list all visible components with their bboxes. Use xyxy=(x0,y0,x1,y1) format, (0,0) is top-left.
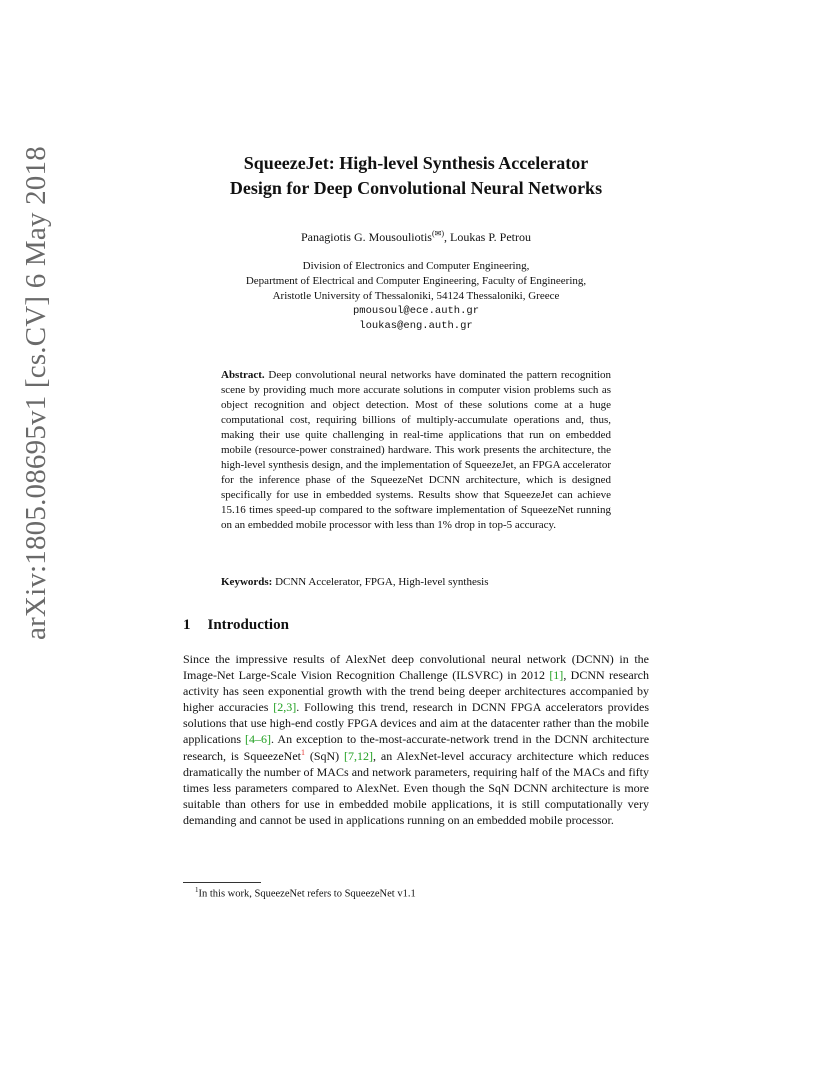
author-1: Panagiotis G. Mousouliotis xyxy=(300,230,432,244)
intro-text-4: . An exception to the-most-accurate-network trend in the DCNN architecture research, is SqueezeNet xyxy=(183,732,650,763)
corresponding-author-mark: (✉) xyxy=(431,229,445,238)
title-line-1: SqueezeJet: High-level Synthesis Accelerator xyxy=(243,153,589,173)
citation-2[interactable]: [2,3] xyxy=(273,700,297,715)
intro-text-6: , an AlexNet-level accuracy architecture which reduces dramatically the number of MACs and network parameters, requiring half of the MACs and fifty times less parameters compared to AlexNet. Even though the SqN DCNN architecture is more suitable than others for use in embedded mobile applications, it is still computationally very demanding and cannot be used in applications running on an embedded mobile processor. xyxy=(183,748,649,827)
section-title: Introduction xyxy=(207,617,289,633)
abstract-label: Abstract. xyxy=(221,369,265,381)
footnote-number: 1 xyxy=(195,886,199,894)
footnote-text: In this work, SqueezeNet refers to SqueezeNet v1.1 xyxy=(198,888,416,900)
keywords-label: Keywords: xyxy=(221,576,273,588)
abstract-text: Deep convolutional neural networks have dominated the pattern recognition scene by providing much more accurate solutions in computer vision problems such as object recognition and object detection. Most of these solutions come at a huge computational cost, requiring billions of multiply-accumulate operations and, thus, making their use quite challenging in real-time applications that run on embedded mobile (resource-power constrained) hardware. This work presents the architecture, the high-level synthesis design, and the implementation of SqueezeJet, an FPGA accelerator for the inference phase of the SqueezeNet DCNN architecture, which is designed specifically for use in embedded systems. Results show that SqueezeJet can achieve 15.16 times speed-up compared to the software implementation of SqueezeNet running on an embedded mobile processor with less than 1% drop in top-5 accuracy. xyxy=(221,369,611,531)
affiliation xyxy=(183,259,649,334)
author-2: , Loukas P. Petrou xyxy=(444,230,532,244)
citation-1[interactable]: [1] xyxy=(549,668,564,683)
section-number: 1 xyxy=(183,617,191,633)
title-line-2: Design for Deep Convolutional Neural Networks xyxy=(229,178,603,198)
email-1[interactable]: pmousoul@ece.auth.gr xyxy=(352,305,480,317)
affiliation-line-3: Aristotle University of Thessaloniki, 54124 Thessaloniki, Greece xyxy=(272,290,560,302)
affiliation-line-1: Division of Electronics and Computer Engineering, xyxy=(302,260,530,272)
intro-text-1: Since the impressive results of AlexNet deep convolutional neural network (DCNN) in the Image-Net Large-Scale Vision Recognition Challenge (ILSVRC) in 2012 xyxy=(183,652,649,683)
email-2[interactable]: loukas@eng.auth.gr xyxy=(359,320,473,332)
footnote-rule xyxy=(183,882,261,883)
paper-title xyxy=(183,151,649,201)
section-heading xyxy=(183,617,289,634)
arxiv-identifier: arXiv:1805.08695v1 [cs.CV] 6 May 2018 xyxy=(20,146,52,640)
footnote-marker[interactable]: 1 xyxy=(300,747,305,757)
intro-text-2: , DCNN research activity has seen exponential growth with the trend being deeper architectures accompanied by higher accuracies xyxy=(183,668,649,715)
keywords-text: DCNN Accelerator, FPGA, High-level synthesis xyxy=(272,576,489,588)
citation-4[interactable]: [7,12] xyxy=(344,748,374,763)
intro-text-3: . Following this trend, research in DCNN FPGA accelerators provides solutions that use high-end costly FPGA devices and aim at the datacenter rather than the mobile applications xyxy=(183,700,649,747)
intro-paragraph xyxy=(183,651,649,828)
intro-text-5: (SqN) xyxy=(304,748,345,763)
footnote xyxy=(195,886,416,900)
author-list xyxy=(183,229,649,245)
affiliation-line-2: Department of Electrical and Computer Engineering, Faculty of Engineering, xyxy=(245,275,587,287)
citation-3[interactable]: [4–6] xyxy=(245,732,272,747)
keywords xyxy=(221,576,611,588)
abstract xyxy=(221,368,611,533)
